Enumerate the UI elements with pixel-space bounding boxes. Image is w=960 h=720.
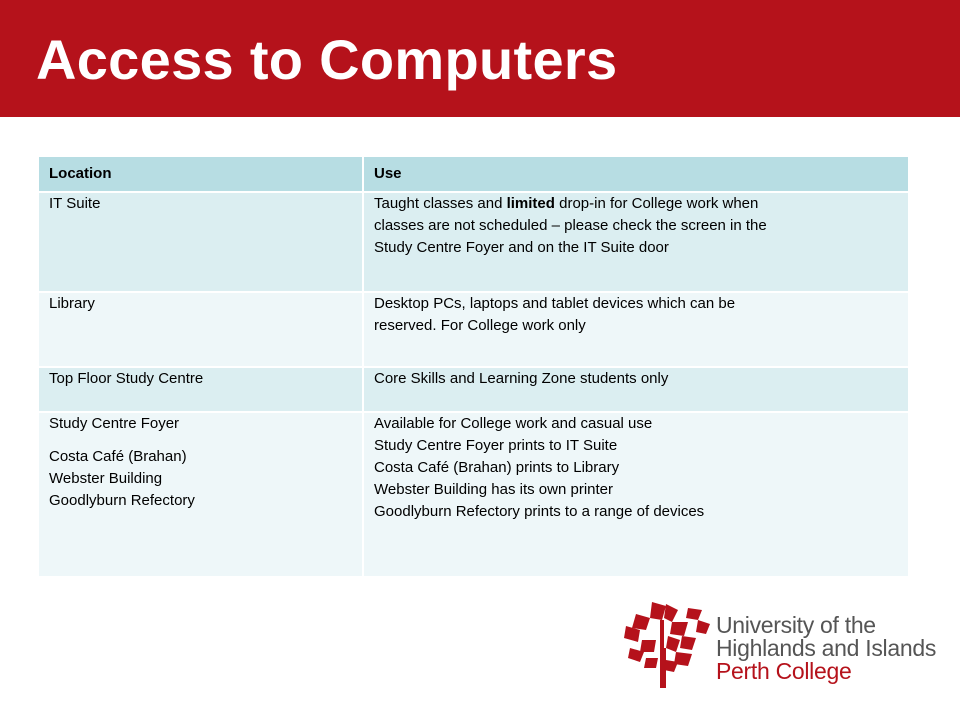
use-text — [374, 193, 898, 215]
location-text: Goodlyburn Refectory — [49, 492, 195, 509]
location-text: Study Centre Foyer — [49, 415, 180, 432]
location-cell — [38, 367, 363, 412]
table-row — [38, 367, 909, 412]
use-text-part: drop-in for College work when — [554, 195, 759, 212]
use-text: Costa Café (Brahan) prints to Library — [374, 459, 620, 476]
logo-line: Highlands and Islands — [716, 635, 937, 661]
use-text: Study Centre Foyer and on the IT Suite door — [374, 239, 669, 256]
location-text: Costa Café (Brahan) — [49, 448, 187, 465]
logo-line: Perth College — [716, 658, 852, 684]
location-text: Webster Building — [49, 470, 163, 487]
table-header-row — [38, 156, 909, 192]
use-text: Webster Building has its own printer — [374, 481, 614, 498]
use-cell — [363, 367, 909, 412]
table-row — [38, 192, 909, 292]
table-row — [38, 412, 909, 577]
location-text: IT Suite — [49, 195, 101, 212]
use-text: reserved. For College work only — [374, 317, 586, 334]
location-cell — [38, 292, 363, 367]
table-row — [38, 292, 909, 367]
location-text: Library — [49, 295, 95, 312]
spacer — [49, 435, 352, 446]
computer-locations-table — [37, 155, 910, 578]
use-text-part: Taught classes and — [374, 195, 507, 212]
logo-line: University of the — [716, 612, 876, 638]
university-logo-text — [716, 614, 936, 683]
use-cell — [363, 192, 909, 292]
use-text: Available for College work and casual use — [374, 415, 653, 432]
page-title: Access to Computers — [36, 28, 618, 91]
location-cell — [38, 412, 363, 577]
use-text: Study Centre Foyer prints to IT Suite — [374, 437, 618, 454]
location-cell — [38, 192, 363, 292]
emphasis-text: limited — [506, 195, 555, 212]
use-text: Core Skills and Learning Zone students only — [374, 370, 669, 387]
use-cell — [363, 412, 909, 577]
location-text: Top Floor Study Centre — [49, 370, 204, 387]
use-text: Desktop PCs, laptops and tablet devices which can be — [374, 295, 736, 312]
use-text: classes are not scheduled – please check the screen in the — [374, 217, 767, 234]
use-cell — [363, 292, 909, 367]
use-text: Goodlyburn Refectory prints to a range of devices — [374, 503, 705, 520]
header-use: Use — [363, 156, 909, 192]
header-location: Location — [38, 156, 363, 192]
